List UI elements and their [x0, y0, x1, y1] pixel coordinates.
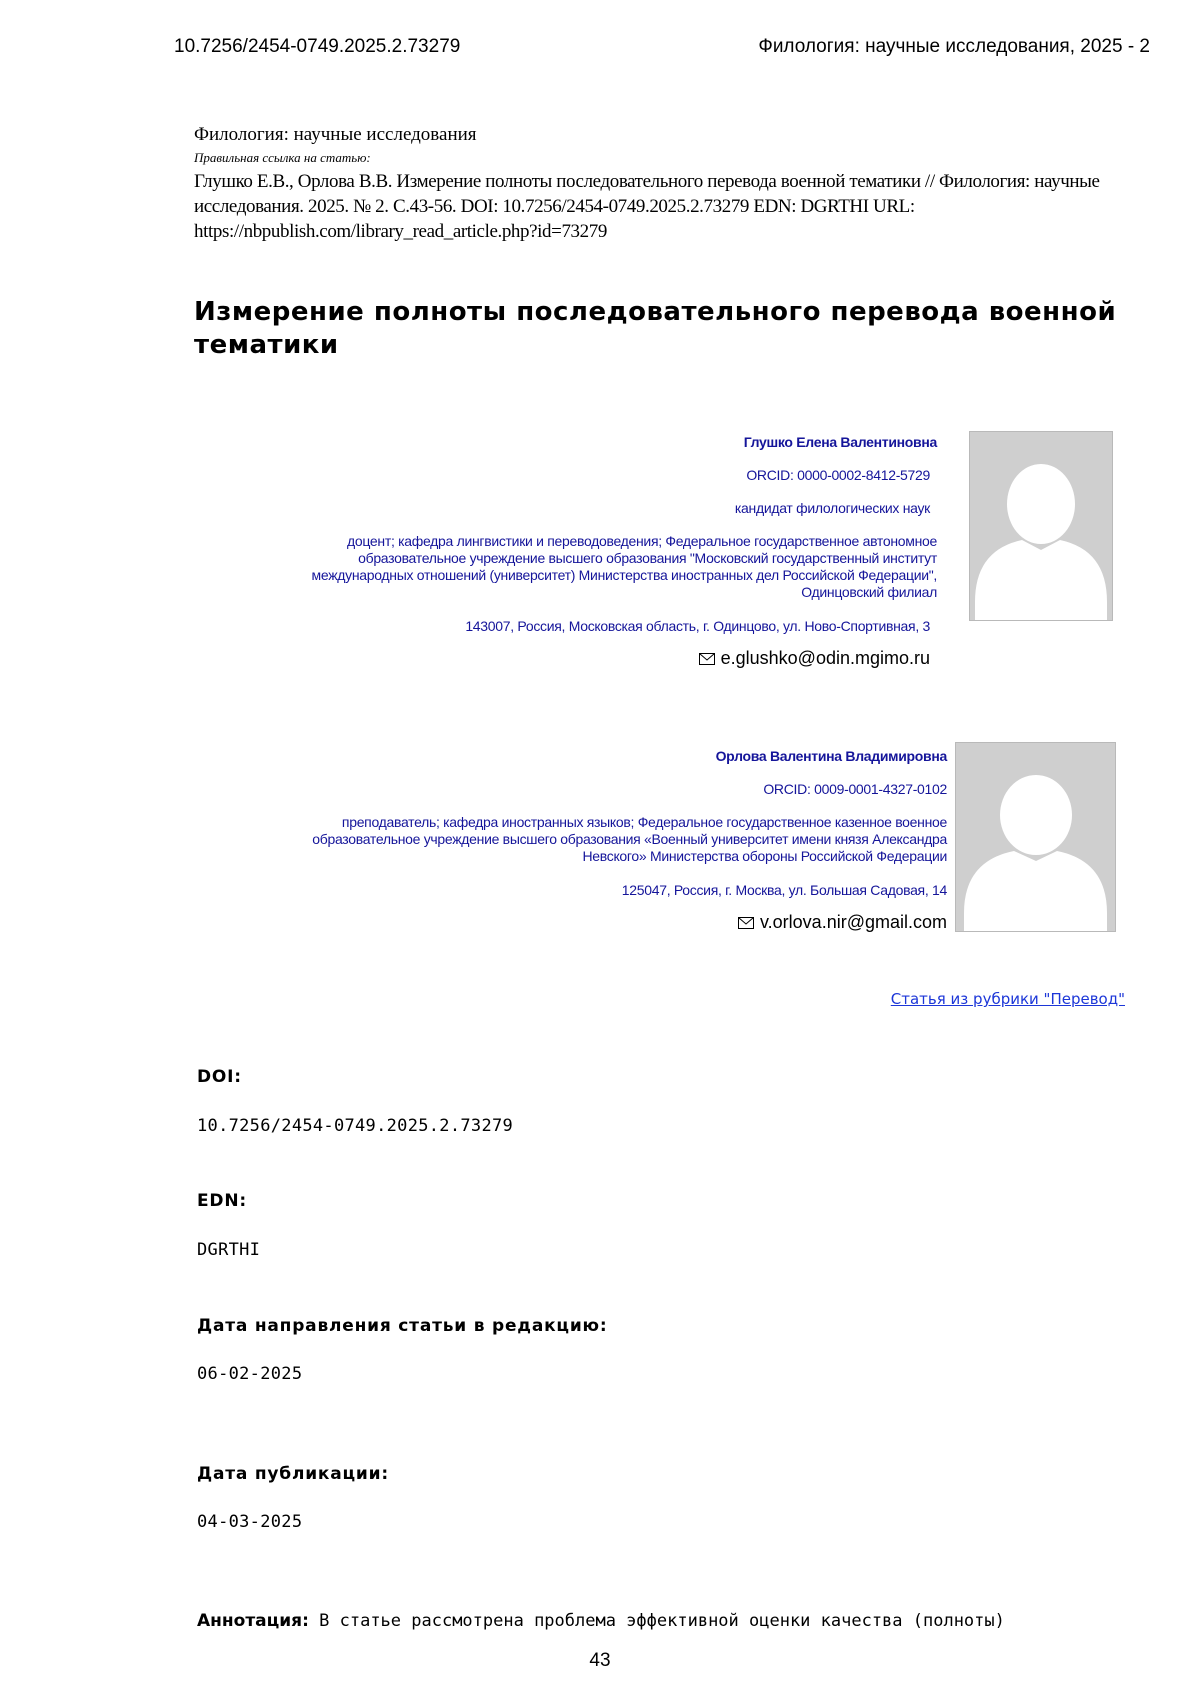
- avatar-placeholder-icon: [970, 432, 1112, 620]
- citation-caption: Правильная ссылка на статью:: [194, 150, 371, 165]
- submitted-value: 06-02-2025: [197, 1364, 303, 1384]
- author-photo-1: [969, 431, 1113, 621]
- abstract-text: В статье рассмотрена проблема эффективной оценки качества (полноты): [319, 1611, 1005, 1631]
- page-number: 43: [589, 1650, 611, 1671]
- author-photo-2: [955, 742, 1116, 932]
- submitted-label: Дата направления статьи в редакцию:: [197, 1316, 608, 1336]
- header-journal-issue: Филология: научные исследования, 2025 - 2: [758, 36, 1150, 57]
- article-title: Измерение полноты последовательного перевода военной тематики: [194, 297, 1117, 360]
- author-email[interactable]: [207, 912, 947, 934]
- author-name[interactable]: Глушко Елена Валентиновна: [743, 434, 937, 450]
- doi-label: DOI:: [197, 1067, 242, 1087]
- author-address: 125047, Россия, г. Москва, ул. Большая Садовая, 14: [621, 882, 947, 898]
- author-address: 143007, Россия, Московская область, г. Одинцово, ул. Ново-Спортивная, 3: [465, 618, 930, 634]
- citation-journal: Филология: научные исследования: [194, 124, 477, 145]
- author-email-text: e.glushko@odin.mgimo.ru: [720, 648, 930, 668]
- published-value: 04-03-2025: [197, 1512, 303, 1532]
- edn-value: DGRTHI: [197, 1240, 261, 1260]
- author-orcid[interactable]: ORCID: 0000-0002-8412-5729: [746, 467, 930, 483]
- edn-label: EDN:: [197, 1191, 247, 1211]
- published-label: Дата публикации:: [197, 1464, 389, 1484]
- author-email-text: v.orlova.nir@gmail.com: [760, 912, 947, 932]
- author-email[interactable]: [217, 648, 930, 670]
- author-position: преподаватель; кафедра иностранных языков; Федеральное государственное казенное военное образовательное учреждение высшего образования «Военный университет имени князя Александра Невского» Министерства обороны Российской Федерации: [312, 814, 947, 864]
- citation-text: Глушко Е.В., Орлова В.В. Измерение полноты последовательного перевода военной тематики // Филология: научные исследования. 2025. № 2. С.43-56. DOI: 10.7256/2454-0749.2025.2.73279 EDN: DGRTHI URL: https://nbpublish.com/library_read_article.php?id=73279: [194, 171, 1100, 242]
- author-orcid[interactable]: ORCID: 0009-0001-4327-0102: [763, 781, 947, 797]
- author-name[interactable]: Орлова Валентина Владимировна: [715, 748, 947, 764]
- abstract-line: [197, 1608, 1127, 1631]
- abstract-label: Аннотация:: [197, 1611, 309, 1631]
- avatar-placeholder-icon: [956, 743, 1115, 931]
- author-card-2: [207, 748, 947, 934]
- header-doi: 10.7256/2454-0749.2025.2.73279: [174, 36, 461, 57]
- envelope-icon: [699, 649, 715, 670]
- author-degree: кандидат филологических наук: [734, 500, 930, 516]
- author-card-1: [217, 434, 937, 670]
- rubric-link[interactable]: Статья из рубрики "Перевод": [890, 990, 1125, 1008]
- envelope-icon: [738, 913, 754, 934]
- author-position: доцент; кафедра лингвистики и переводоведения; Федеральное государственное автономное образовательное учреждение высшего образования "Московский государственный институт международных отношений (университет) Министерства иностранных дел Российской Федерации", Одинцовский филиал: [311, 533, 937, 600]
- doi-value: 10.7256/2454-0749.2025.2.73279: [197, 1116, 514, 1136]
